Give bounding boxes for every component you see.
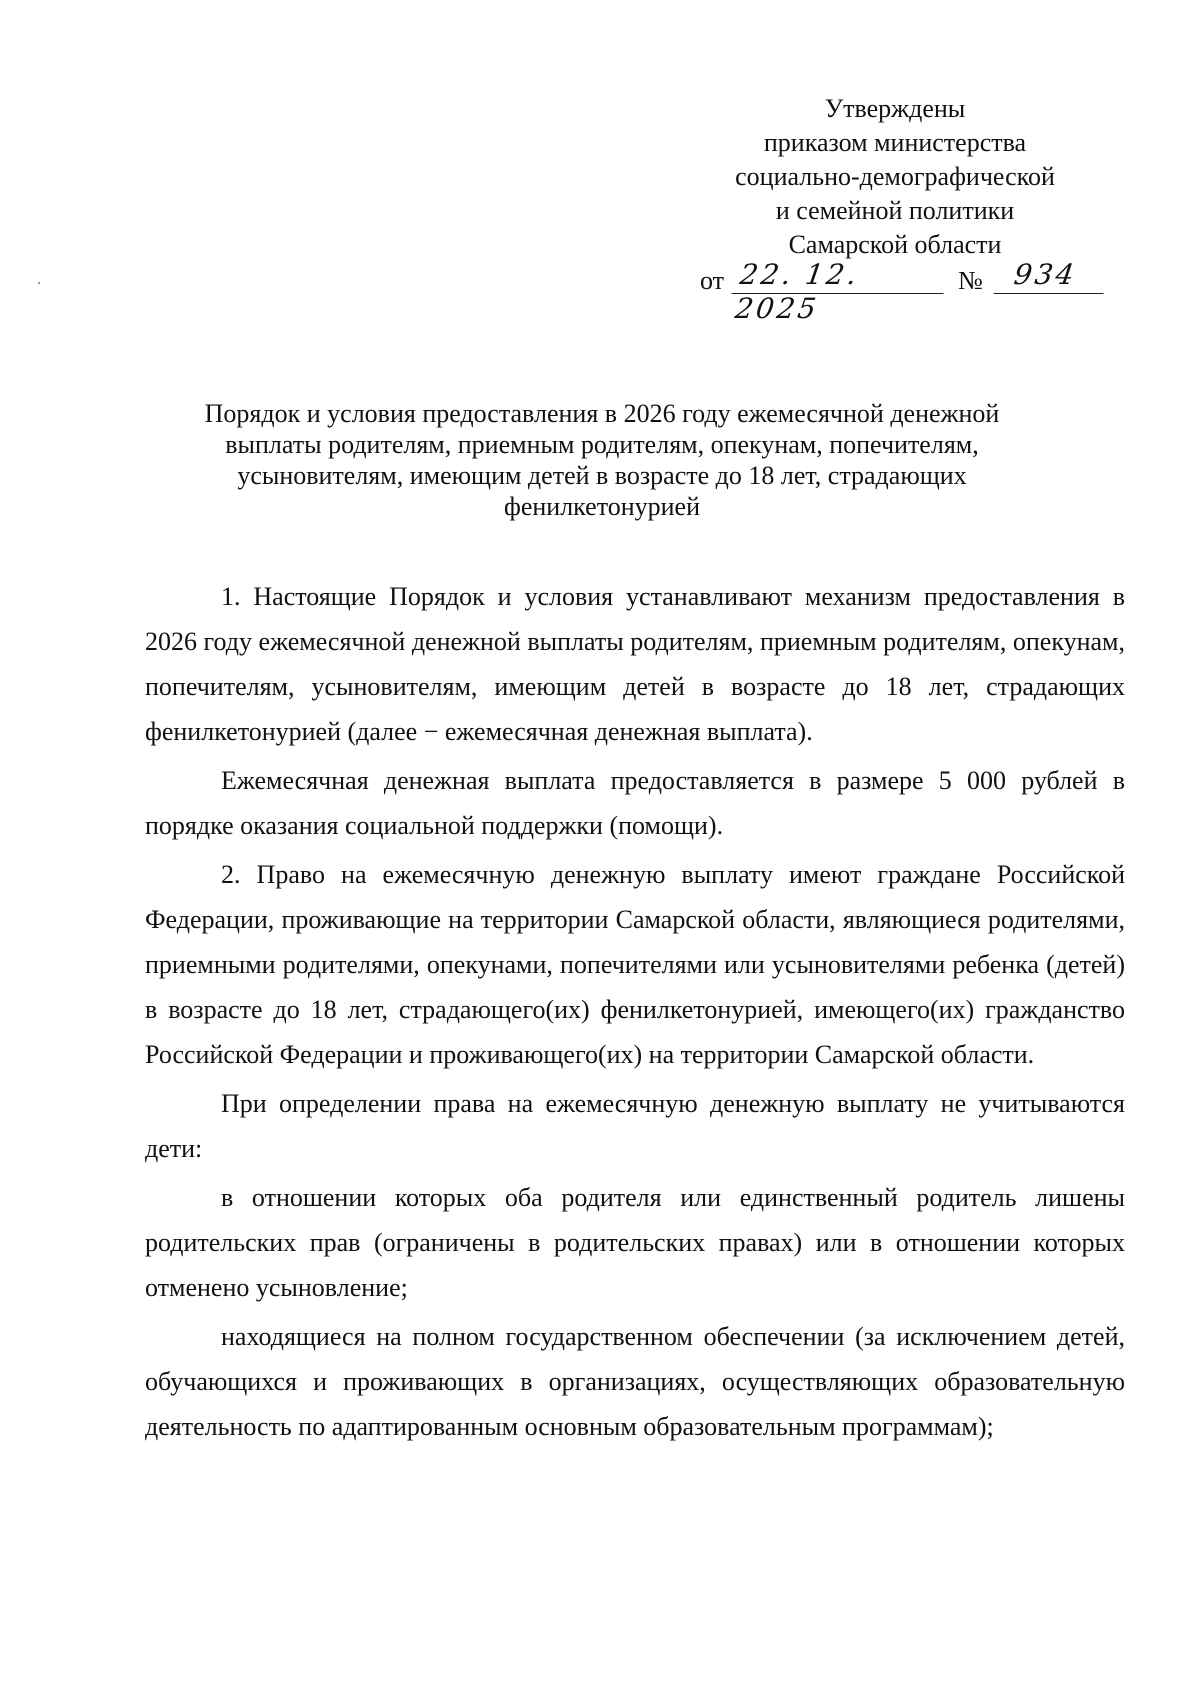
number-sign: № [958, 266, 983, 295]
date-prefix: от [700, 266, 725, 295]
paragraph: При определении права на ежемесячную денежную выплату не учитываются дети: [145, 1089, 1125, 1163]
document-title: Порядок и условия предоставления в 2026 году ежемесячной денежной выплаты родителям, приемным родителям, опекунам, попечителям, усыновителям, имеющим детей в возрасте до 18 лет, страдающих фенилкетонурией [204, 399, 1000, 521]
approval-line: и семейной политики [775, 196, 1015, 225]
approval-line: Самарской области [788, 230, 1002, 259]
paragraph: находящиеся на полном государственном обеспечении (за исключением детей, обучающихся и проживающих в организациях, осуществляющих образовательную деятельность по адаптированным основным образовательным программам); [145, 1322, 1125, 1441]
document-body [145, 574, 1125, 1453]
paragraph: Ежемесячная денежная выплата предоставляется в размере 5 000 рублей в порядке оказания социальной поддержки (помощи). [145, 766, 1125, 840]
paragraph: 1. Настоящие Порядок и условия устанавливают механизм предоставления в 2026 году ежемесячной денежной выплаты родителям, приемным родителям, опекунам, попечителям, усыновителям, имеющим детей в возрасте до 18 лет, страдающих фенилкетонурией (далее − ежемесячная денежная выплата). [145, 582, 1125, 746]
approval-line: Утверждены [824, 94, 966, 123]
approval-date-row [700, 258, 1110, 325]
scan-artifact [38, 282, 40, 284]
paragraph: 2. Право на ежемесячную денежную выплату имеют граждане Российской Федерации, проживающие на территории Самарской области, являющиеся родителями, приемными родителями, опекунами, попечителями или усыновителями ребенка (детей) в возрасте до 18 лет, страдающего(их) фенилкетонурией, имеющего(их) гражданство Российской Федерации и проживающего(их) на территории Самарской области. [145, 860, 1125, 1069]
approval-block [690, 92, 1100, 262]
approval-line: социально-демографической [735, 162, 1055, 191]
approval-line: приказом министерства [763, 128, 1027, 157]
handwritten-number: 934 [993, 258, 1108, 294]
handwritten-date: 22. 12. 2025 [731, 258, 948, 294]
paragraph: в отношении которых оба родителя или единственный родитель лишены родительских прав (ограничены в родительских правах) или в отношении которых отменено усыновление; [145, 1183, 1125, 1302]
